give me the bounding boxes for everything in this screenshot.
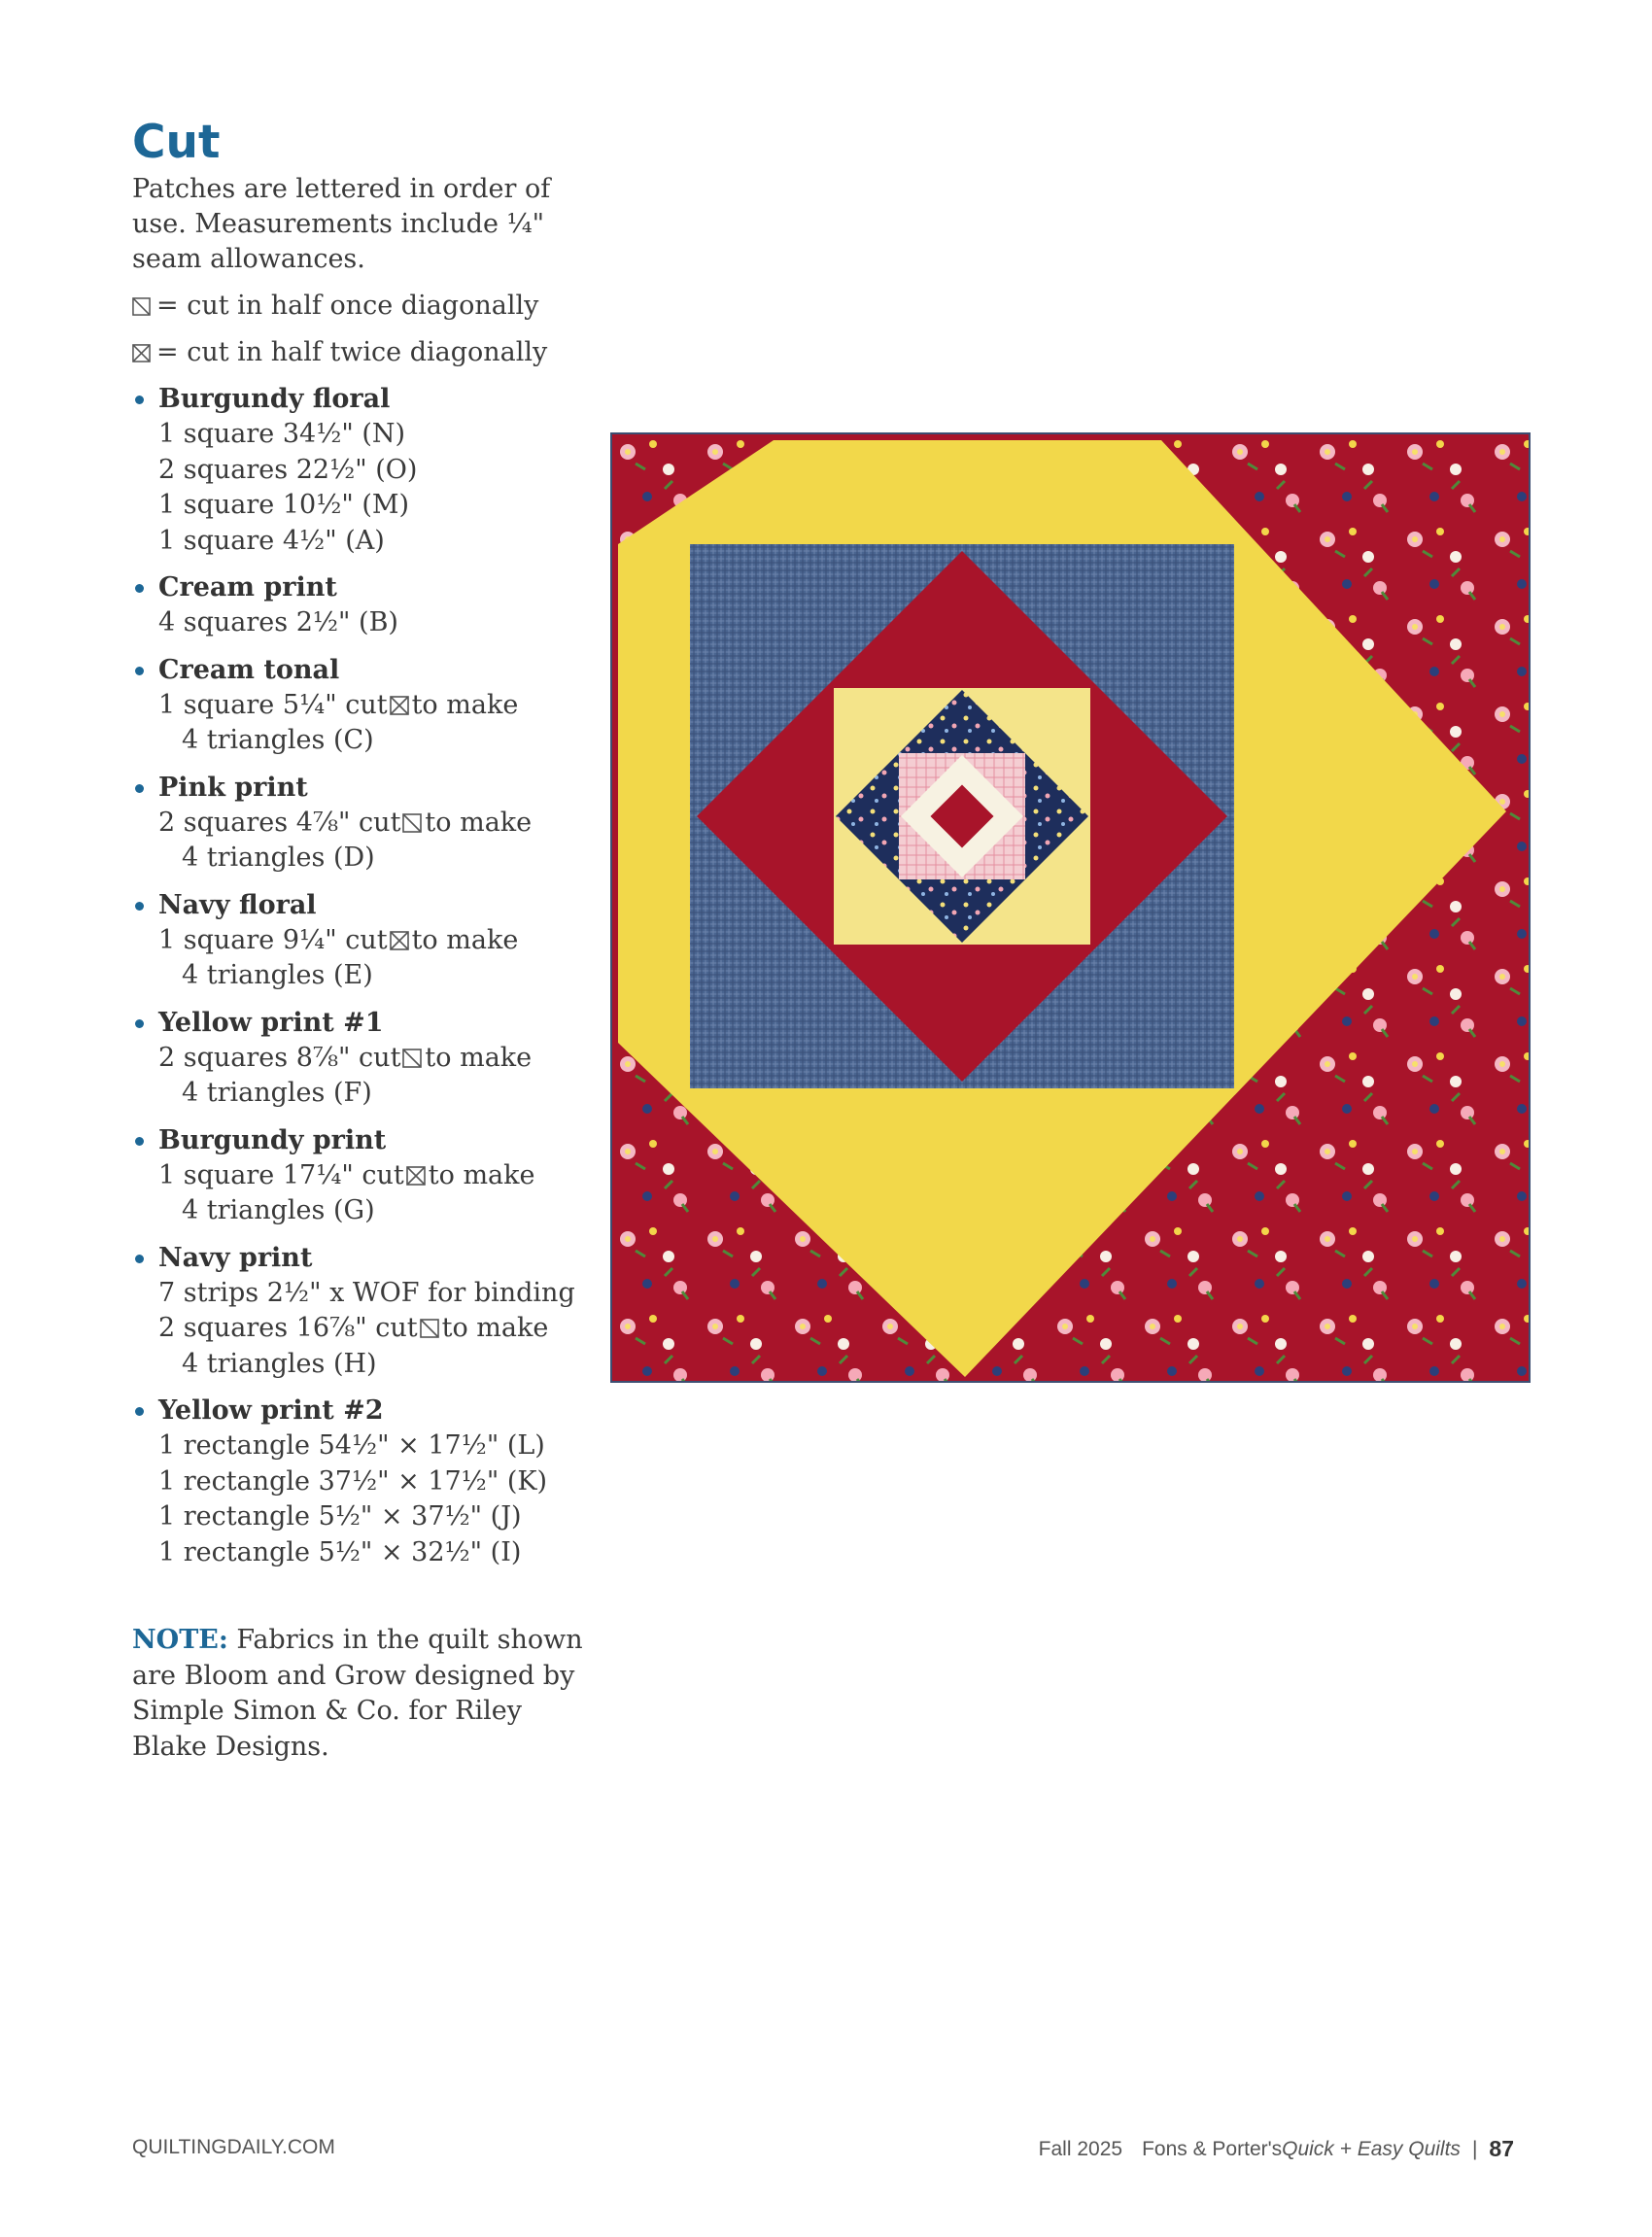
note-label: NOTE: bbox=[132, 1625, 228, 1655]
section-heading: Cut bbox=[132, 116, 221, 169]
cut-once-icon bbox=[132, 297, 151, 316]
cut-instruction bbox=[132, 1041, 589, 1077]
fabric-name: Yellow print #2 bbox=[132, 1394, 589, 1428]
cut-legend bbox=[132, 289, 589, 370]
fabric-name: Navy floral bbox=[132, 888, 589, 923]
cut-instruction: 4 squares 2½" (B) bbox=[158, 607, 398, 638]
fabric-item bbox=[132, 1006, 589, 1112]
legend-text: = cut in half once diagonally bbox=[156, 291, 539, 322]
legend-item bbox=[132, 289, 589, 324]
cut-text: 1 square 9¼" cut bbox=[158, 924, 388, 955]
fabric-note bbox=[132, 1623, 589, 1765]
cut-twice-icon bbox=[132, 344, 151, 362]
cut-text: 2 squares 4⅞" cut bbox=[158, 807, 401, 838]
intro-text: Patches are lettered in order of use. Measurements include ¼" seam allowances. bbox=[132, 174, 551, 275]
magazine-title: Quick + Easy Quilts bbox=[1282, 2137, 1461, 2160]
cut-instruction: 4 triangles (H) bbox=[182, 1348, 377, 1379]
fabric-name: Yellow print #1 bbox=[132, 1006, 589, 1041]
cut-instruction bbox=[132, 923, 589, 959]
fabric-name: Cream print bbox=[132, 570, 589, 605]
fabric-name: Navy print bbox=[132, 1241, 589, 1276]
fabric-name: Pink print bbox=[132, 771, 589, 806]
cut-instruction bbox=[132, 1311, 589, 1347]
cut-text: to make bbox=[411, 689, 519, 720]
cut-instruction: 4 triangles (E) bbox=[182, 960, 373, 991]
cut-text: to make bbox=[425, 1042, 533, 1073]
magazine-prefix: Fons & Porter's bbox=[1142, 2137, 1283, 2160]
fabric-item bbox=[132, 771, 589, 877]
cutting-instructions bbox=[132, 116, 589, 1582]
cut-instruction: 1 square 34½" (N) bbox=[158, 419, 406, 450]
footer-separator: | bbox=[1471, 2137, 1478, 2160]
footer-issue bbox=[1039, 2136, 1514, 2162]
cut-once-icon bbox=[402, 1049, 422, 1068]
cut-instruction: 1 rectangle 5½" × 32½" (I) bbox=[158, 1536, 522, 1567]
cut-instruction bbox=[132, 1158, 589, 1194]
cut-instruction bbox=[132, 688, 589, 724]
cut-text: 1 square 17¼" cut bbox=[158, 1159, 404, 1190]
cut-text: to make bbox=[441, 1313, 549, 1344]
cut-instruction: 1 square 10½" (M) bbox=[158, 490, 410, 521]
fabric-name: Burgundy print bbox=[132, 1123, 589, 1158]
fabric-name: Burgundy floral bbox=[132, 382, 589, 417]
fabric-list bbox=[132, 382, 589, 1570]
page-number: 87 bbox=[1489, 2136, 1514, 2161]
fabric-item bbox=[132, 1394, 589, 1570]
cut-instruction: 4 triangles (C) bbox=[182, 725, 374, 756]
cut-once-icon bbox=[402, 813, 422, 833]
cut-instruction: 1 square 4½" (A) bbox=[158, 525, 385, 556]
cut-instruction: 1 rectangle 37½" × 17½" (K) bbox=[158, 1465, 548, 1497]
cut-twice-icon bbox=[406, 1166, 426, 1186]
cut-instruction: 4 triangles (D) bbox=[182, 843, 375, 874]
cut-instruction: 1 rectangle 54½" × 17½" (L) bbox=[158, 1430, 545, 1462]
fabric-name: Cream tonal bbox=[132, 653, 589, 688]
cut-instruction: 4 triangles (F) bbox=[182, 1078, 372, 1109]
cut-twice-icon bbox=[390, 931, 409, 950]
cut-instruction bbox=[132, 806, 589, 842]
cut-twice-icon bbox=[390, 696, 409, 715]
cut-text: 1 square 5¼" cut bbox=[158, 689, 388, 720]
cut-text: 2 squares 16⅞" cut bbox=[158, 1313, 418, 1344]
legend-text: = cut in half twice diagonally bbox=[156, 337, 548, 368]
cut-text: to make bbox=[428, 1159, 535, 1190]
cut-text: 2 squares 8⅞" cut bbox=[158, 1042, 401, 1073]
cut-instruction: 1 rectangle 5½" × 37½" (J) bbox=[158, 1501, 522, 1532]
fabric-item bbox=[132, 888, 589, 994]
cut-once-icon bbox=[420, 1319, 439, 1338]
cut-text: to make bbox=[411, 924, 519, 955]
fabric-item bbox=[132, 570, 589, 641]
cut-instruction: 4 triangles (G) bbox=[182, 1195, 375, 1226]
footer-site: QUILTINGDAILY.COM bbox=[132, 2136, 335, 2158]
fabric-item bbox=[132, 382, 589, 559]
fabric-item bbox=[132, 1123, 589, 1229]
legend-item bbox=[132, 335, 589, 370]
cut-text: to make bbox=[425, 807, 533, 838]
quilt-photo bbox=[610, 432, 1531, 1383]
issue-label: Fall 2025 bbox=[1038, 2137, 1123, 2160]
note-text: Fabrics in the quilt shown are Bloom and Grow designed by Simple Simon & Co. for Riley Blake Designs. bbox=[132, 1625, 583, 1762]
cut-instruction: 7 strips 2½" x WOF for binding bbox=[158, 1277, 575, 1308]
fabric-item bbox=[132, 653, 589, 759]
cut-instruction: 2 squares 22½" (O) bbox=[158, 454, 418, 485]
fabric-item bbox=[132, 1241, 589, 1383]
